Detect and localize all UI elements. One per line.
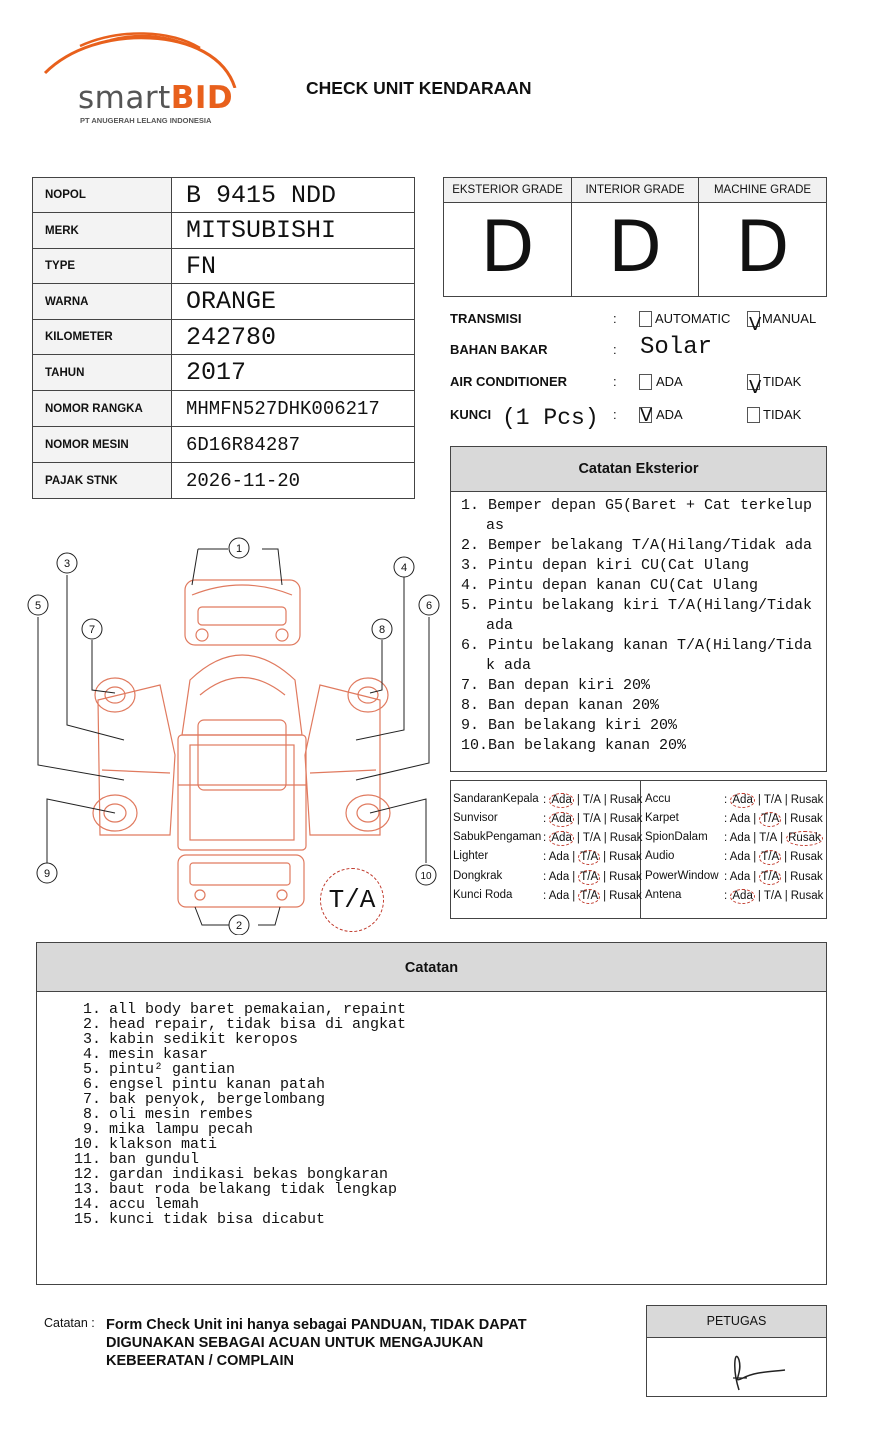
- option-rusak[interactable]: Rusak: [609, 890, 642, 902]
- option-separator: |: [576, 794, 580, 806]
- note-text: all body baret pemakaian, repaint: [109, 1001, 407, 1018]
- ac-label: AIR CONDITIONER: [450, 374, 567, 389]
- notes-list: [37, 992, 826, 1227]
- note-item: [63, 1212, 826, 1227]
- notes-title: Catatan: [37, 943, 826, 992]
- label-pajak-stnk: PAJAK STNK: [33, 463, 172, 499]
- note-number: 9.: [82, 1121, 101, 1138]
- option-ta[interactable]: T/A: [580, 851, 599, 863]
- kunci-ada-option: ADA: [656, 407, 683, 422]
- option-ada[interactable]: Ada: [729, 813, 751, 825]
- machine-grade-cell: [699, 178, 826, 296]
- option-separator: |: [603, 832, 607, 844]
- option-separator: |: [603, 890, 607, 902]
- option-ada[interactable]: Ada: [729, 832, 751, 844]
- exterior-note: 5. Pintu belakang kiri T/A(Hilang/Tidak ada: [461, 597, 813, 634]
- option-separator: |: [603, 813, 607, 825]
- note-number: 6.: [82, 1076, 101, 1093]
- ac-tidak-option: TIDAK: [763, 374, 802, 389]
- label-merk: MERK: [33, 213, 172, 249]
- label-nopol: NOPOL: [33, 178, 172, 213]
- checklist-options: : Ada | T/A | Rusak: [724, 794, 824, 806]
- machine-grade-label: MACHINE GRADE: [699, 178, 826, 203]
- exterior-notes-title: Catatan Eksterior: [451, 447, 826, 492]
- option-rusak[interactable]: Rusak: [790, 794, 824, 806]
- checklist-item-name: SabukPengaman: [453, 831, 542, 843]
- option-ada[interactable]: Ada: [551, 813, 572, 825]
- note-item: [63, 1062, 826, 1077]
- ac-colon: :: [613, 374, 617, 389]
- value-nopol: B 9415 NDD: [172, 178, 415, 213]
- marker-1-label: 1: [235, 543, 243, 555]
- bahan-bakar-colon: :: [613, 342, 617, 357]
- exterior-note: 4. Pintu depan kanan CU(Cat Ulang: [461, 577, 759, 594]
- option-ta[interactable]: T/A: [761, 871, 780, 883]
- marker-2-label: 2: [235, 920, 243, 932]
- checklist-options: : Ada | T/A | Rusak: [724, 832, 821, 844]
- note-number: 2.: [82, 1016, 101, 1033]
- note-item: [63, 1092, 826, 1107]
- option-ta[interactable]: T/A: [580, 890, 599, 902]
- note-number: 4.: [82, 1046, 101, 1063]
- checklist-item-name: Audio: [645, 850, 675, 862]
- notes-box: [36, 942, 827, 1285]
- label-kilometer: KILOMETER: [33, 320, 172, 355]
- note-item: [63, 1152, 826, 1167]
- checklist-options: : Ada | T/A | Rusak: [543, 813, 643, 825]
- note-text: mika lampu pecah: [109, 1121, 254, 1138]
- checklist-options: : Ada | T/A | Rusak: [543, 794, 643, 806]
- kunci-ada-check-mark: V: [640, 405, 653, 426]
- exterior-grade-value: D: [480, 206, 535, 288]
- ac-tidak-check-mark: V: [749, 377, 762, 398]
- logo-subtitle: PT ANUGERAH LELANG INDONESIA: [80, 116, 212, 125]
- option-ta[interactable]: T/A: [582, 832, 601, 844]
- note-item: [63, 1197, 826, 1212]
- marker-6-label: 6: [425, 600, 433, 612]
- option-ta[interactable]: T/A: [582, 794, 601, 806]
- checklist-options: : Ada | T/A | Rusak: [543, 890, 642, 902]
- bahan-bakar-value: Solar: [640, 334, 713, 361]
- option-ada[interactable]: Ada: [729, 871, 751, 883]
- option-separator: |: [753, 832, 757, 844]
- option-ada[interactable]: Ada: [551, 832, 572, 844]
- note-text: kabin sedikit keropos: [109, 1031, 299, 1048]
- petugas-box: [646, 1305, 827, 1397]
- option-rusak[interactable]: Rusak: [790, 813, 823, 825]
- checklist-item-name: SpionDalam: [645, 831, 708, 843]
- option-separator: |: [572, 851, 576, 863]
- checklist-options: : Ada | T/A | Rusak: [724, 813, 823, 825]
- option-rusak[interactable]: Rusak: [609, 851, 642, 863]
- interior-grade-cell: [572, 178, 699, 296]
- footer-label: Catatan :: [44, 1316, 95, 1330]
- marker-5-label: 5: [34, 600, 42, 612]
- note-item: [63, 1182, 826, 1197]
- option-separator: |: [784, 851, 788, 863]
- option-separator: |: [753, 813, 757, 825]
- option-separator: |: [784, 813, 788, 825]
- checklist-item-name: Sunvisor: [453, 812, 498, 824]
- truck-outline-icon: [93, 580, 390, 907]
- option-ta[interactable]: T/A: [763, 794, 782, 806]
- note-text: klakson mati: [109, 1136, 218, 1153]
- checklist-item-name: Kunci Roda: [453, 889, 513, 901]
- option-rusak[interactable]: Rusak: [609, 832, 643, 844]
- option-separator: |: [576, 832, 580, 844]
- ta-stamp: T/A: [320, 868, 384, 932]
- option-separator: |: [784, 871, 788, 883]
- note-text: head repair, tidak bisa di angkat: [109, 1016, 407, 1033]
- exterior-note: 1. Bemper depan G5(Baret + Cat terkelup as: [461, 497, 813, 534]
- note-number: 12.: [73, 1166, 101, 1183]
- note-text: baut roda belakang tidak lengkap: [109, 1181, 398, 1198]
- note-number: 1.: [82, 1001, 101, 1018]
- interior-checklist: [450, 780, 827, 919]
- note-text: bak penyok, bergelombang: [109, 1091, 326, 1108]
- checklist-item-name: PowerWindow: [645, 870, 719, 882]
- option-ada[interactable]: Ada: [732, 794, 753, 806]
- option-separator: |: [780, 832, 784, 844]
- marker-3: [57, 553, 77, 573]
- checklist-item-name: Antena: [645, 889, 682, 901]
- ac-ada-option: ADA: [656, 374, 683, 389]
- logo-brand-suffix: BID: [170, 80, 234, 116]
- option-separator: |: [784, 794, 788, 806]
- note-item: [63, 1047, 826, 1062]
- label-type: TYPE: [33, 249, 172, 284]
- option-separator: |: [576, 813, 580, 825]
- note-item: [63, 1032, 826, 1047]
- option-rusak[interactable]: Rusak: [790, 890, 824, 902]
- marker-2: [229, 915, 249, 935]
- note-item: [63, 1122, 826, 1137]
- kunci-tidak-option: TIDAK: [763, 407, 802, 422]
- note-text: engsel pintu kanan patah: [109, 1076, 326, 1093]
- marker-8: [372, 619, 392, 639]
- label-nomor-rangka: NOMOR RANGKA: [33, 391, 172, 427]
- vehicle-info-table: [32, 177, 415, 499]
- petugas-label: PETUGAS: [647, 1306, 826, 1338]
- grade-table: [443, 177, 827, 297]
- marker-9: [37, 863, 57, 883]
- option-ada[interactable]: Ada: [548, 871, 570, 883]
- footer-disclaimer: Form Check Unit ini hanya sebagai PANDUAN, TIDAK DAPAT DIGUNAKAN SEBAGAI ACUAN UNTUK MENGAJUKAN KEBEERATAN / COMPLAIN: [106, 1317, 527, 1369]
- option-ada[interactable]: Ada: [548, 890, 570, 902]
- option-rusak[interactable]: Rusak: [609, 813, 643, 825]
- checklist-item-name: SandaranKepala: [453, 793, 539, 805]
- kunci-count: (1 Pcs): [502, 405, 599, 431]
- note-item: [63, 1017, 826, 1032]
- value-type: FN: [172, 249, 415, 284]
- note-number: 11.: [73, 1151, 101, 1168]
- note-number: 3.: [82, 1031, 101, 1048]
- checklist-options: : Ada | T/A | Rusak: [724, 871, 823, 883]
- automatic-option: AUTOMATIC: [655, 311, 731, 326]
- note-number: 13.: [73, 1181, 101, 1198]
- checklist-options: : Ada | T/A | Rusak: [724, 851, 823, 863]
- note-number: 14.: [73, 1196, 101, 1213]
- note-item: [63, 1137, 826, 1152]
- kunci-colon: :: [613, 407, 617, 422]
- manual-check-mark: V: [749, 314, 762, 335]
- checklist-item-name: Accu: [645, 793, 671, 805]
- option-separator: |: [757, 890, 761, 902]
- value-nomor-rangka: MHMFN527DHK006217: [172, 391, 415, 427]
- option-ada[interactable]: Ada: [732, 890, 753, 902]
- option-ta[interactable]: T/A: [761, 813, 780, 825]
- option-ada[interactable]: Ada: [729, 851, 751, 863]
- note-number: 8.: [82, 1106, 101, 1123]
- option-separator: |: [753, 871, 757, 883]
- option-separator: |: [603, 871, 607, 883]
- option-ada[interactable]: Ada: [551, 794, 572, 806]
- signature-icon: [647, 1338, 826, 1396]
- value-merk: MITSUBISHI: [172, 213, 415, 249]
- label-tahun: TAHUN: [33, 355, 172, 391]
- note-number: 10.: [73, 1136, 101, 1153]
- exterior-note: 3. Pintu depan kiri CU(Cat Ulang: [461, 557, 750, 574]
- transmisi-label: TRANSMISI: [450, 311, 522, 326]
- kunci-label: KUNCI: [450, 407, 492, 422]
- value-kilometer: 242780: [172, 320, 415, 355]
- marker-1: [229, 538, 249, 558]
- company-logo: [40, 28, 240, 128]
- value-nomor-mesin: 6D16R84287: [172, 427, 415, 463]
- option-ta[interactable]: T/A: [763, 890, 782, 902]
- option-ta[interactable]: T/A: [759, 832, 778, 844]
- note-item: [63, 1002, 826, 1017]
- exterior-note: 8. Ban depan kanan 20%: [461, 697, 660, 714]
- option-separator: |: [603, 794, 607, 806]
- marker-5: [28, 595, 48, 615]
- option-ta[interactable]: T/A: [761, 851, 780, 863]
- exterior-notes-list: [451, 492, 826, 756]
- marker-10: [416, 865, 436, 885]
- option-ada[interactable]: Ada: [548, 851, 570, 863]
- checklist-item-name: Lighter: [453, 850, 489, 862]
- car-damage-diagram: [20, 535, 445, 935]
- option-ta[interactable]: T/A: [580, 871, 599, 883]
- marker-10-label: 10: [420, 871, 432, 882]
- note-text: pintu² gantian: [109, 1061, 236, 1078]
- note-text: kunci tidak bisa dicabut: [109, 1211, 326, 1228]
- checklist-item-name: Karpet: [645, 812, 679, 824]
- marker-7-label: 7: [88, 624, 96, 636]
- note-item: [63, 1167, 826, 1182]
- bahan-bakar-label: BAHAN BAKAR: [450, 342, 548, 357]
- marker-7: [82, 619, 102, 639]
- option-separator: |: [753, 851, 757, 863]
- marker-9-label: 9: [43, 868, 51, 880]
- option-separator: |: [603, 851, 607, 863]
- note-text: ban gundul: [109, 1151, 200, 1168]
- exterior-grade-label: EKSTERIOR GRADE: [444, 178, 571, 203]
- kunci-tidak-checkbox[interactable]: [747, 407, 760, 423]
- machine-grade-value: D: [735, 206, 790, 288]
- option-rusak[interactable]: Rusak: [790, 871, 823, 883]
- checklist-options: : Ada | T/A | Rusak: [543, 832, 643, 844]
- ac-ada-checkbox[interactable]: [639, 374, 652, 390]
- checklist-options: : Ada | T/A | Rusak: [724, 890, 824, 902]
- manual-option: MANUAL: [762, 311, 817, 326]
- exterior-note: 2. Bemper belakang T/A(Hilang/Tidak ada: [461, 537, 813, 554]
- interior-grade-label: INTERIOR GRADE: [572, 178, 698, 203]
- note-number: 5.: [82, 1061, 101, 1078]
- option-separator: |: [757, 794, 761, 806]
- marker-8-label: 8: [378, 624, 386, 636]
- option-rusak[interactable]: Rusak: [609, 871, 642, 883]
- value-tahun: 2017: [172, 355, 415, 391]
- exterior-note: 10.Ban belakang kanan 20%: [461, 737, 687, 754]
- note-number: 15.: [73, 1211, 101, 1228]
- value-warna: ORANGE: [172, 284, 415, 320]
- note-item: [63, 1107, 826, 1122]
- label-warna: WARNA: [33, 284, 172, 320]
- note-text: mesin kasar: [109, 1046, 209, 1063]
- car-swoosh-logo-icon: [40, 28, 240, 88]
- checklist-item-name: Dongkrak: [453, 870, 503, 882]
- marker-4-label: 4: [400, 562, 408, 574]
- note-text: oli mesin rembes: [109, 1106, 254, 1123]
- automatic-checkbox[interactable]: [639, 311, 652, 327]
- option-rusak[interactable]: Rusak: [609, 794, 643, 806]
- exterior-notes-box: [450, 446, 827, 772]
- note-number: 7.: [82, 1091, 101, 1108]
- callout-lines: [38, 549, 429, 925]
- option-rusak[interactable]: Rusak: [790, 851, 823, 863]
- exterior-note: 9. Ban belakang kiri 20%: [461, 717, 678, 734]
- note-text: accu lemah: [109, 1196, 200, 1213]
- checklist-options: : Ada | T/A | Rusak: [543, 871, 642, 883]
- option-rusak[interactable]: Rusak: [788, 832, 821, 844]
- interior-grade-value: D: [608, 206, 662, 288]
- logo-brand-prefix: smart: [78, 80, 171, 116]
- value-pajak-stnk: 2026-11-20: [172, 463, 415, 499]
- exterior-grade-cell: [444, 178, 572, 296]
- exterior-note: 7. Ban depan kiri 20%: [461, 677, 651, 694]
- note-item: [63, 1077, 826, 1092]
- label-nomor-mesin: NOMOR MESIN: [33, 427, 172, 463]
- exterior-note: 6. Pintu belakang kanan T/A(Hilang/Tida k ada: [461, 637, 813, 674]
- marker-3-label: 3: [63, 558, 71, 570]
- option-ta[interactable]: T/A: [582, 813, 601, 825]
- option-separator: |: [784, 890, 788, 902]
- transmisi-colon: :: [613, 311, 617, 326]
- option-separator: |: [572, 890, 576, 902]
- document-title: CHECK UNIT KENDARAAN: [306, 78, 532, 98]
- marker-6: [419, 595, 439, 615]
- option-separator: |: [572, 871, 576, 883]
- checklist-options: : Ada | T/A | Rusak: [543, 851, 642, 863]
- note-text: gardan indikasi bekas bongkaran: [109, 1166, 389, 1183]
- marker-4: [394, 557, 414, 577]
